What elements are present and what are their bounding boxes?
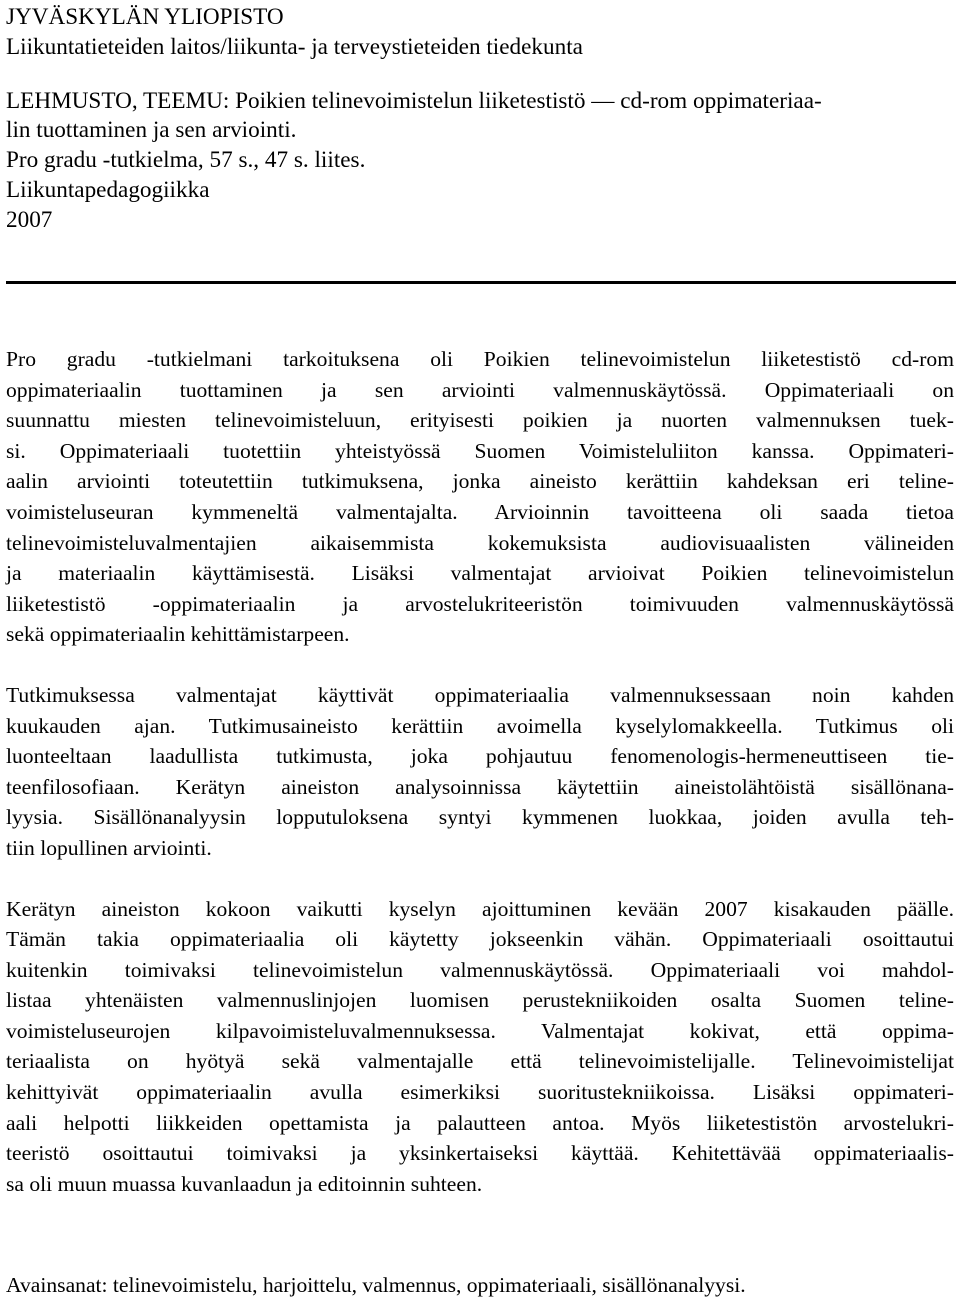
text-line: listaa yhtenäisten valmennuslinjojen luomisen perustekniikoiden osalta Suomen teline- (6, 988, 954, 1013)
text-line: teeristö osoittautui toimivaksi ja yksinkertaiseksi käyttää. Kehitettävää oppimateriaalis- (6, 1141, 954, 1166)
text-line: tiin lopullinen arviointi. (6, 835, 212, 860)
title-page-header (6, 0, 954, 236)
citation-line-5: 2007 (6, 206, 53, 233)
citation-line-4: Liikuntapedagogiikka (6, 176, 210, 203)
text-line: si. Oppimateriaali tuotettiin yhteistyössä Suomen Voimisteluliiton kanssa. Oppimateri- (6, 438, 954, 463)
abstract-paragraph-1 (6, 344, 954, 650)
text-line: sa oli muun muassa kuvanlaadun ja editoinnin suhteen. (6, 1171, 483, 1196)
text-line: sekä oppimateriaalin kehittämistarpeen. (6, 622, 350, 647)
text-line: voimisteluseuran kymmeneltä valmentajalta. Arvioinnin tavoitteena oli saada tietoa (6, 499, 954, 524)
text-line: aali helpotti liikkeiden opettamista ja palautteen antoa. Myös liiketestistön arvostelukri- (6, 1110, 954, 1135)
citation-line-2: lin tuottaminen ja sen arviointi. (6, 117, 297, 144)
text-line: teenfilosofiaan. Kerätyn aineiston analysoinnissa käytettiin aineistolähtöistä sisällönana- (6, 774, 954, 799)
text-line: Tutkimuksessa valmentajat käyttivät oppimateriaalia valmennuksessaan noin kahden (6, 682, 954, 707)
abstract-paragraph-3 (6, 894, 954, 1200)
citation-line-3: Pro gradu -tutkielma, 57 s., 47 s. liites. (6, 147, 366, 174)
text-line: oppimateriaalin tuottaminen ja sen arviointi valmennuskäytössä. Oppimateriaali on (6, 377, 954, 402)
text-line: kehittyivät oppimateriaalin avulla esimerkiksi suoritustekniikoissa. Lisäksi oppimateri- (6, 1080, 954, 1105)
abstract-body (6, 344, 954, 1199)
department-name: Liikuntatieteiden laitos/liikunta- ja terveystieteiden tiedekunta (6, 33, 583, 60)
text-line: teriaalista on hyötyä sekä valmentajalle että telinevoimistelijalle. Telinevoimistelijat (6, 1049, 954, 1074)
thesis-citation (6, 87, 954, 236)
citation-line-1: LEHMUSTO, TEEMU: Poikien telinevoimistelun liiketestistö — cd-rom oppimateriaa- (6, 87, 822, 114)
text-line: luonteeltaan laadullista tutkimusta, joka pohjautuu fenomenologis-hermeneuttiseen tie- (6, 744, 954, 769)
text-line: Pro gradu -tutkielmani tarkoituksena oli Poikien telinevoimistelun liiketestistö cd-rom (6, 347, 954, 371)
text-line: voimisteluseurojen kilpavoimisteluvalmennuksessa. Valmentajat kokivat, että oppima- (6, 1018, 954, 1043)
university-name: JYVÄSKYLÄN YLIOPISTO (6, 4, 284, 30)
text-line: ja materiaalin käyttämisestä. Lisäksi valmentajat arvioivat Poikien telinevoimistelun (6, 561, 954, 586)
text-line: suunnattu miesten telinevoimisteluun, erityisesti poikien ja nuorten valmennuksen tuek- (6, 408, 954, 433)
text-line: kuukauden ajan. Tutkimusaineisto kerättiin avoimella kyselylomakkeella. Tutkimus oli (6, 713, 954, 738)
horizontal-divider (6, 281, 956, 284)
keywords: Avainsanat: telinevoimistelu, harjoittelu, valmennus, oppimateriaali, sisällönanalyysi. (6, 1273, 746, 1297)
abstract-paragraph-2 (6, 680, 954, 864)
text-line: Tämän takia oppimateriaalia oli käytetty jokseenkin vähän. Oppimateriaali osoittautui (6, 927, 954, 952)
text-line: Kerätyn aineiston kokoon vaikutti kyselyn ajoittuminen kevään 2007 kisakauden päälle. (6, 896, 954, 921)
text-line: lyysia. Sisällönanalyysin lopputuloksena syntyi kymmenen luokkaa, joiden avulla teh- (6, 805, 954, 830)
text-line: kuitenkin toimivaksi telinevoimistelun valmennuskäytössä. Oppimateriaali voi mahdol- (6, 957, 954, 982)
text-line: telinevoimisteluvalmentajien aikaisemmista kokemuksista audiovisuaalisten välineiden (6, 530, 954, 555)
text-line: aalin arviointi toteutettiin tutkimuksena, jonka aineisto kerättiin kahdeksan eri teline- (6, 469, 954, 494)
text-line: liiketestistö -oppimateriaalin ja arvostelukriteeristön toimivuuden valmennuskäytössä (6, 591, 954, 616)
